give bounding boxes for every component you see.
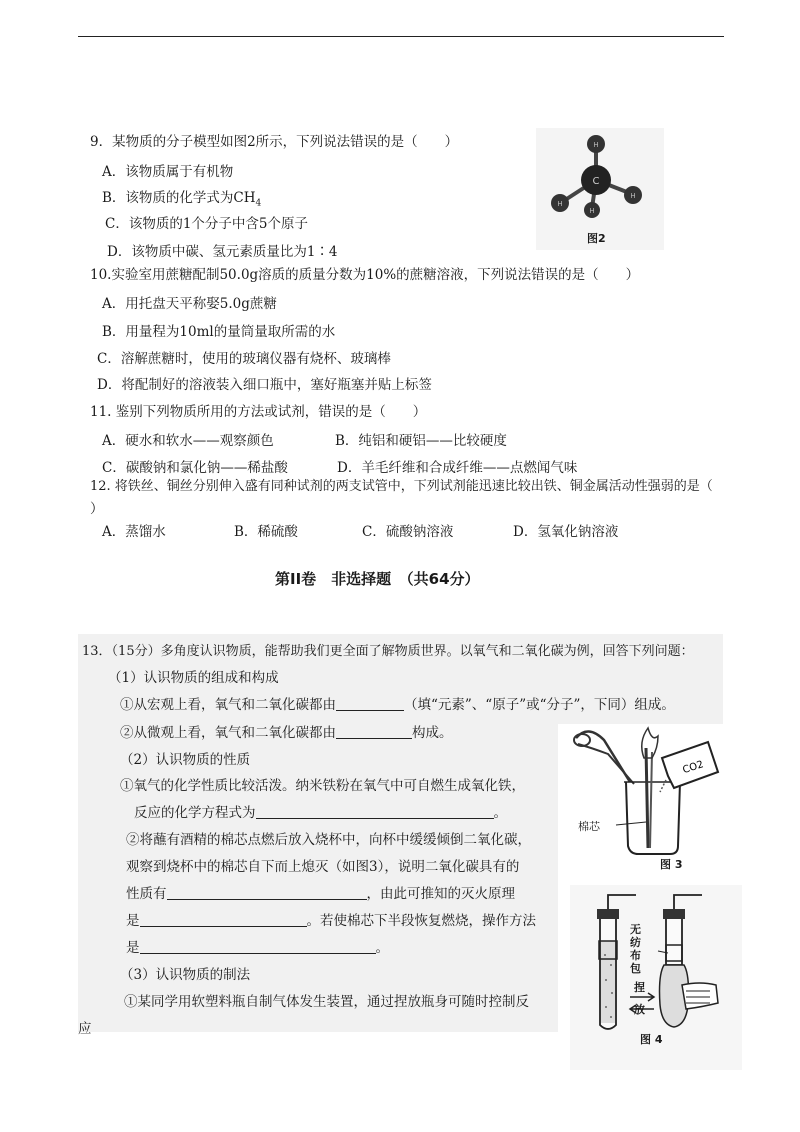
co2-label: CO2 (681, 759, 706, 777)
answer-blank-6[interactable] (140, 939, 376, 954)
q13-part1-q1: ①从宏观上看，氧气和二氧化碳都由 （填“元素”、“原子”或“分子”，下同）组成。 (120, 697, 675, 713)
beaker-co2-icon (568, 718, 728, 868)
header-rule (78, 36, 724, 37)
q11-option-c: C．碳酸钠和氯化钠——稀盐酸 (102, 460, 288, 476)
q13-part2-q2e: 是 。 (126, 940, 389, 956)
test-tube-apparatus-icon (570, 885, 742, 1035)
figure-2-caption: 图2 (587, 232, 606, 245)
q13-stem: 13．（15分）多角度认识物质，能帮助我们更全面了解物质世界。以氧气和二氧化碳为例，回答下列问题： (82, 644, 694, 659)
figure-2-molecule (536, 128, 664, 250)
q10-option-b: B．用量程为10ml的量筒量取所需的水 (102, 324, 336, 340)
answer-blank-3[interactable] (256, 804, 494, 819)
answer-blank-2[interactable] (336, 724, 412, 739)
svg-text:H: H (593, 141, 599, 149)
q12-option-b: B．稀硫酸 (234, 524, 298, 540)
q9-option-a: A．该物质属于有机物 (102, 164, 234, 180)
q12-stem-end: ） (90, 501, 104, 517)
q10-stem: 10.实验室用蔗糖配制50.0g溶质的质量分数为10%的蔗糖溶液，下列说法错误的是（ ） (90, 267, 640, 283)
q9-option-b: B．该物质的化学式为$CH_4$ (102, 190, 262, 209)
q13-part3-q1: ①某同学用软塑料瓶自制气体发生装置，通过捏放瓶身可随时控制反 (124, 994, 529, 1010)
q13-part3-q1b: 应 (78, 1021, 92, 1037)
q12-option-c: C．硫酸钠溶液 (362, 524, 454, 540)
q10-option-a: A．用托盘天平称娶5.0g蔗糖 (102, 296, 277, 312)
q11-option-b: B．纯铝和硬铝——比较硬度 (335, 433, 507, 449)
q10-option-c: C．溶解蔗糖时，使用的玻璃仪器有烧杯、玻璃棒 (97, 351, 391, 367)
q12-option-d: D．氢氧化钠溶液 (513, 524, 619, 540)
figure-3-label: 棉芯 (578, 820, 600, 833)
section-title: 第II卷 非选择题 （共64分） (275, 570, 480, 588)
atom-carbon-label: C (592, 176, 600, 187)
q11-option-a: A．硬水和软水——观察颜色 (102, 433, 274, 449)
q11-stem: 11. 鉴别下列物质所用的方法或试剂，错误的是（ ） (90, 404, 427, 420)
figure-4-caption: 图 4 (640, 1033, 663, 1046)
figure-3-beaker (568, 718, 728, 871)
q10-option-d: D．将配制好的溶液装入细口瓶中，塞好瓶塞并贴上标签 (97, 377, 432, 393)
q13-part1-q2: ②从微观上看，氧气和二氧化碳都由 构成。 (120, 725, 453, 741)
q12-stem: 12. 将铁丝、铜丝分别伸入盛有同种试剂的两支试管中，下列试剂能迅速比较出铁、铜金属活动性强弱的是（ (90, 479, 713, 494)
q9-stem: 9．某物质的分子模型如图2所示，下列说法错误的是（ ） (90, 134, 459, 150)
q13-part2-q2b: 观察到烧杯中的棉芯自下而上熄灭（如图3），说明二氧化碳具有的 (126, 859, 520, 875)
svg-text:H: H (589, 207, 595, 215)
q13-part2-q2c: 性质有 ，由此可推知的灭火原理 (126, 886, 515, 902)
q13-part2-q1b: 反应的化学方程式为 。 (134, 805, 507, 821)
q13-shade-main (78, 724, 558, 1032)
figure-3-caption: 图 3 (660, 858, 683, 871)
answer-blank-1[interactable] (336, 696, 404, 711)
svg-text:H: H (557, 200, 563, 208)
q13-part1: （1）认识物质的组成和构成 (108, 670, 279, 686)
q9-option-c: C．该物质的1个分子中含5个原子 (105, 216, 309, 232)
q13-part2: （2）认识物质的性质 (120, 752, 251, 768)
svg-text:H: H (630, 192, 636, 200)
q13-part3: （3）认识物质的制法 (120, 967, 251, 983)
figure-4-arrow-label: 捏放 (634, 981, 645, 1016)
q9-option-d: D．该物质中碳、氢元素质量比为1∶4 (107, 244, 338, 260)
figure-4-apparatus (570, 885, 742, 1070)
q12-option-a: A．蒸馏水 (102, 524, 166, 540)
answer-blank-4[interactable] (167, 885, 367, 900)
q11-option-d: D．羊毛纤维和合成纤维——点燃闻气味 (337, 460, 578, 476)
answer-blank-5[interactable] (140, 912, 307, 927)
q13-part2-q2d: 是 。若使棉芯下半段恢复燃烧，操作方法 (126, 913, 536, 929)
q13-part2-q1: ①氧气的化学性质比较活泼。纳米铁粉在氧气中可自燃生成氧化铁， (120, 778, 525, 794)
figure-4-label: 无纺布包 (630, 923, 641, 975)
q13-part2-q2: ②将蘸有酒精的棉芯点燃后放入烧杯中，向杯中缓缓倾倒二氧化碳， (126, 832, 531, 848)
